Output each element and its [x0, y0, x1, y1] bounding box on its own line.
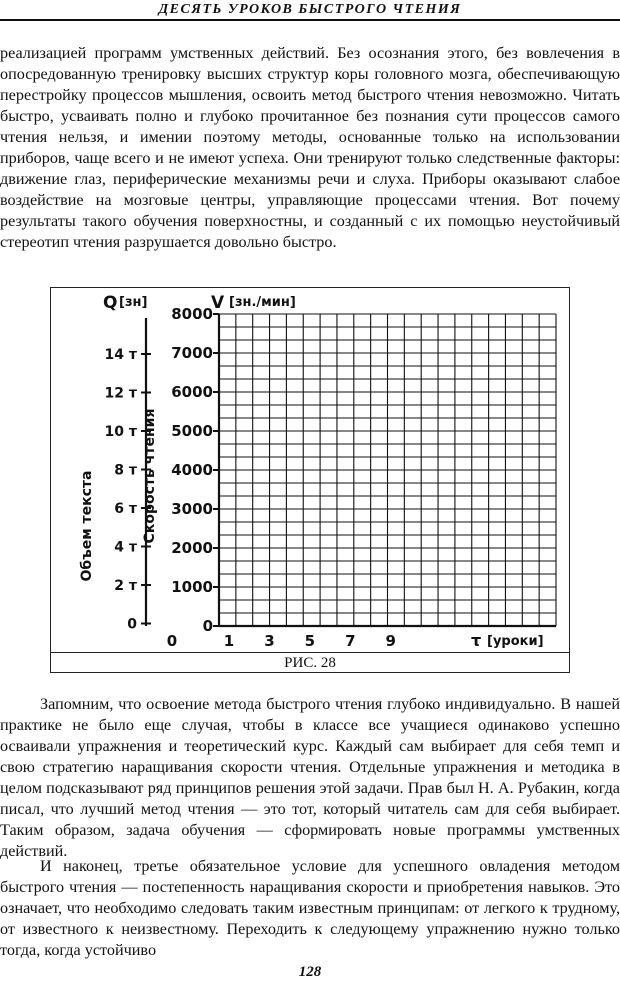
v-tick-label: 0 [202, 617, 213, 635]
v-axis-unit: [зн./мин] [229, 295, 296, 310]
q-tick-label: 8 т [114, 462, 137, 479]
header-rule [0, 19, 620, 21]
v-tick-label: 6000 [171, 383, 213, 401]
figure-28 [50, 287, 570, 673]
t-axis-symbol: τ [471, 631, 482, 650]
q-axis-title: Объем текста [79, 470, 95, 582]
q-tick-label: 14 т [104, 347, 137, 363]
paragraph-1: реализацией программ умственных действий. Без осознания этого, без вовлечения в опосредованную тренировку высших структур коры головного мозга, обеспечивающую перестройку процессов мышления, освоить метод быстрого чтения невозможно. Читать быстро, усваивать полно и глубоко прочитанное без познания сути процессов самого чтения нельзя, и имении поэтому методы, основанные только на использовании приборов, чаще всего и не имеют успеха. Они тренируют только следственные факторы: движение глаз, периферические механизмы речи и слуха. Приборы оказывают слабое воздействие на мозговые центры, управляющие процессами чтения. Вот почему результаты такого обучения поверхностны, и созданный с их помощью неустойчивый стереотип чтения разрушается довольно быстро. [0, 44, 620, 251]
v-tick-label: 8000 [171, 305, 213, 323]
t-tick-label: 5 [304, 632, 316, 650]
q-tick-label: 12 т [104, 385, 137, 402]
t-tick-label: 7 [345, 632, 356, 650]
t-tick-label: 1 [223, 632, 235, 650]
v-axis-title: Скорость чтения [142, 408, 158, 544]
q-tick-label: 10 т [104, 424, 137, 440]
q-tick-label: 0 [127, 616, 137, 633]
t-tick-label: 9 [385, 632, 396, 650]
paragraph-2: Запомним, что освоение метода быстрого чтения глубоко индивидуально. В нашей практике не было еще случая, чтобы в классе все учащиеся одинаково успешно осваивали упражнения и теоретический курс. Каждый сам выбирает для себя темп и свою стратегию наращивания скорости чтения. Отдельные упражнения и методика в целом подсказывают ряд принципов решения этой задачи. Прав был Н. А. Рубакин, когда писал, что лучший метод чтения — это тот, который читатель сам для себя выбирает. Таким образом, задача обучения — сформировать новые программы умственных действий. [0, 695, 620, 860]
q-tick-label: 6 т [114, 501, 137, 517]
t-axis-unit: [уроки] [487, 634, 544, 649]
running-header [0, 0, 620, 20]
figure-caption: РИС. 28 [284, 655, 336, 671]
page-number: 128 [298, 964, 322, 980]
q-axis-symbol: Q [103, 293, 118, 313]
v-tick-label: 1000 [171, 578, 213, 596]
caption-box [51, 652, 569, 674]
v-tick-label: 5000 [171, 422, 213, 440]
v-axis-symbol: V [211, 293, 225, 313]
q-axis-unit: [зн] [119, 295, 148, 310]
running-title: ДЕСЯТЬ УРОКОВ БЫСТРОГО ЧТЕНИЯ [158, 2, 462, 17]
q-tick-label: 4 т [114, 539, 137, 556]
v-tick-label: 2000 [171, 539, 213, 557]
v-tick-label: 3000 [171, 500, 213, 518]
empty-graph-grid [51, 288, 569, 652]
v-tick-label: 4000 [171, 461, 213, 479]
q-tick-label: 2 т [114, 578, 137, 594]
paragraph-3: И наконец, третье обязательное условие для успешного овладения методом быстрого чтения — постепенность наращивания скорости и приобретения навыков. Это означает, что необходимо следовать таким известным принципам: от легкого к трудному, от известного к неизвестному. Переходить к следующему упражнению нужно только тогда, когда устойчиво [0, 857, 620, 959]
v-tick-label: 7000 [171, 344, 213, 362]
t-tick-label: 3 [264, 632, 275, 650]
v-zero-label: 0 [166, 632, 178, 650]
